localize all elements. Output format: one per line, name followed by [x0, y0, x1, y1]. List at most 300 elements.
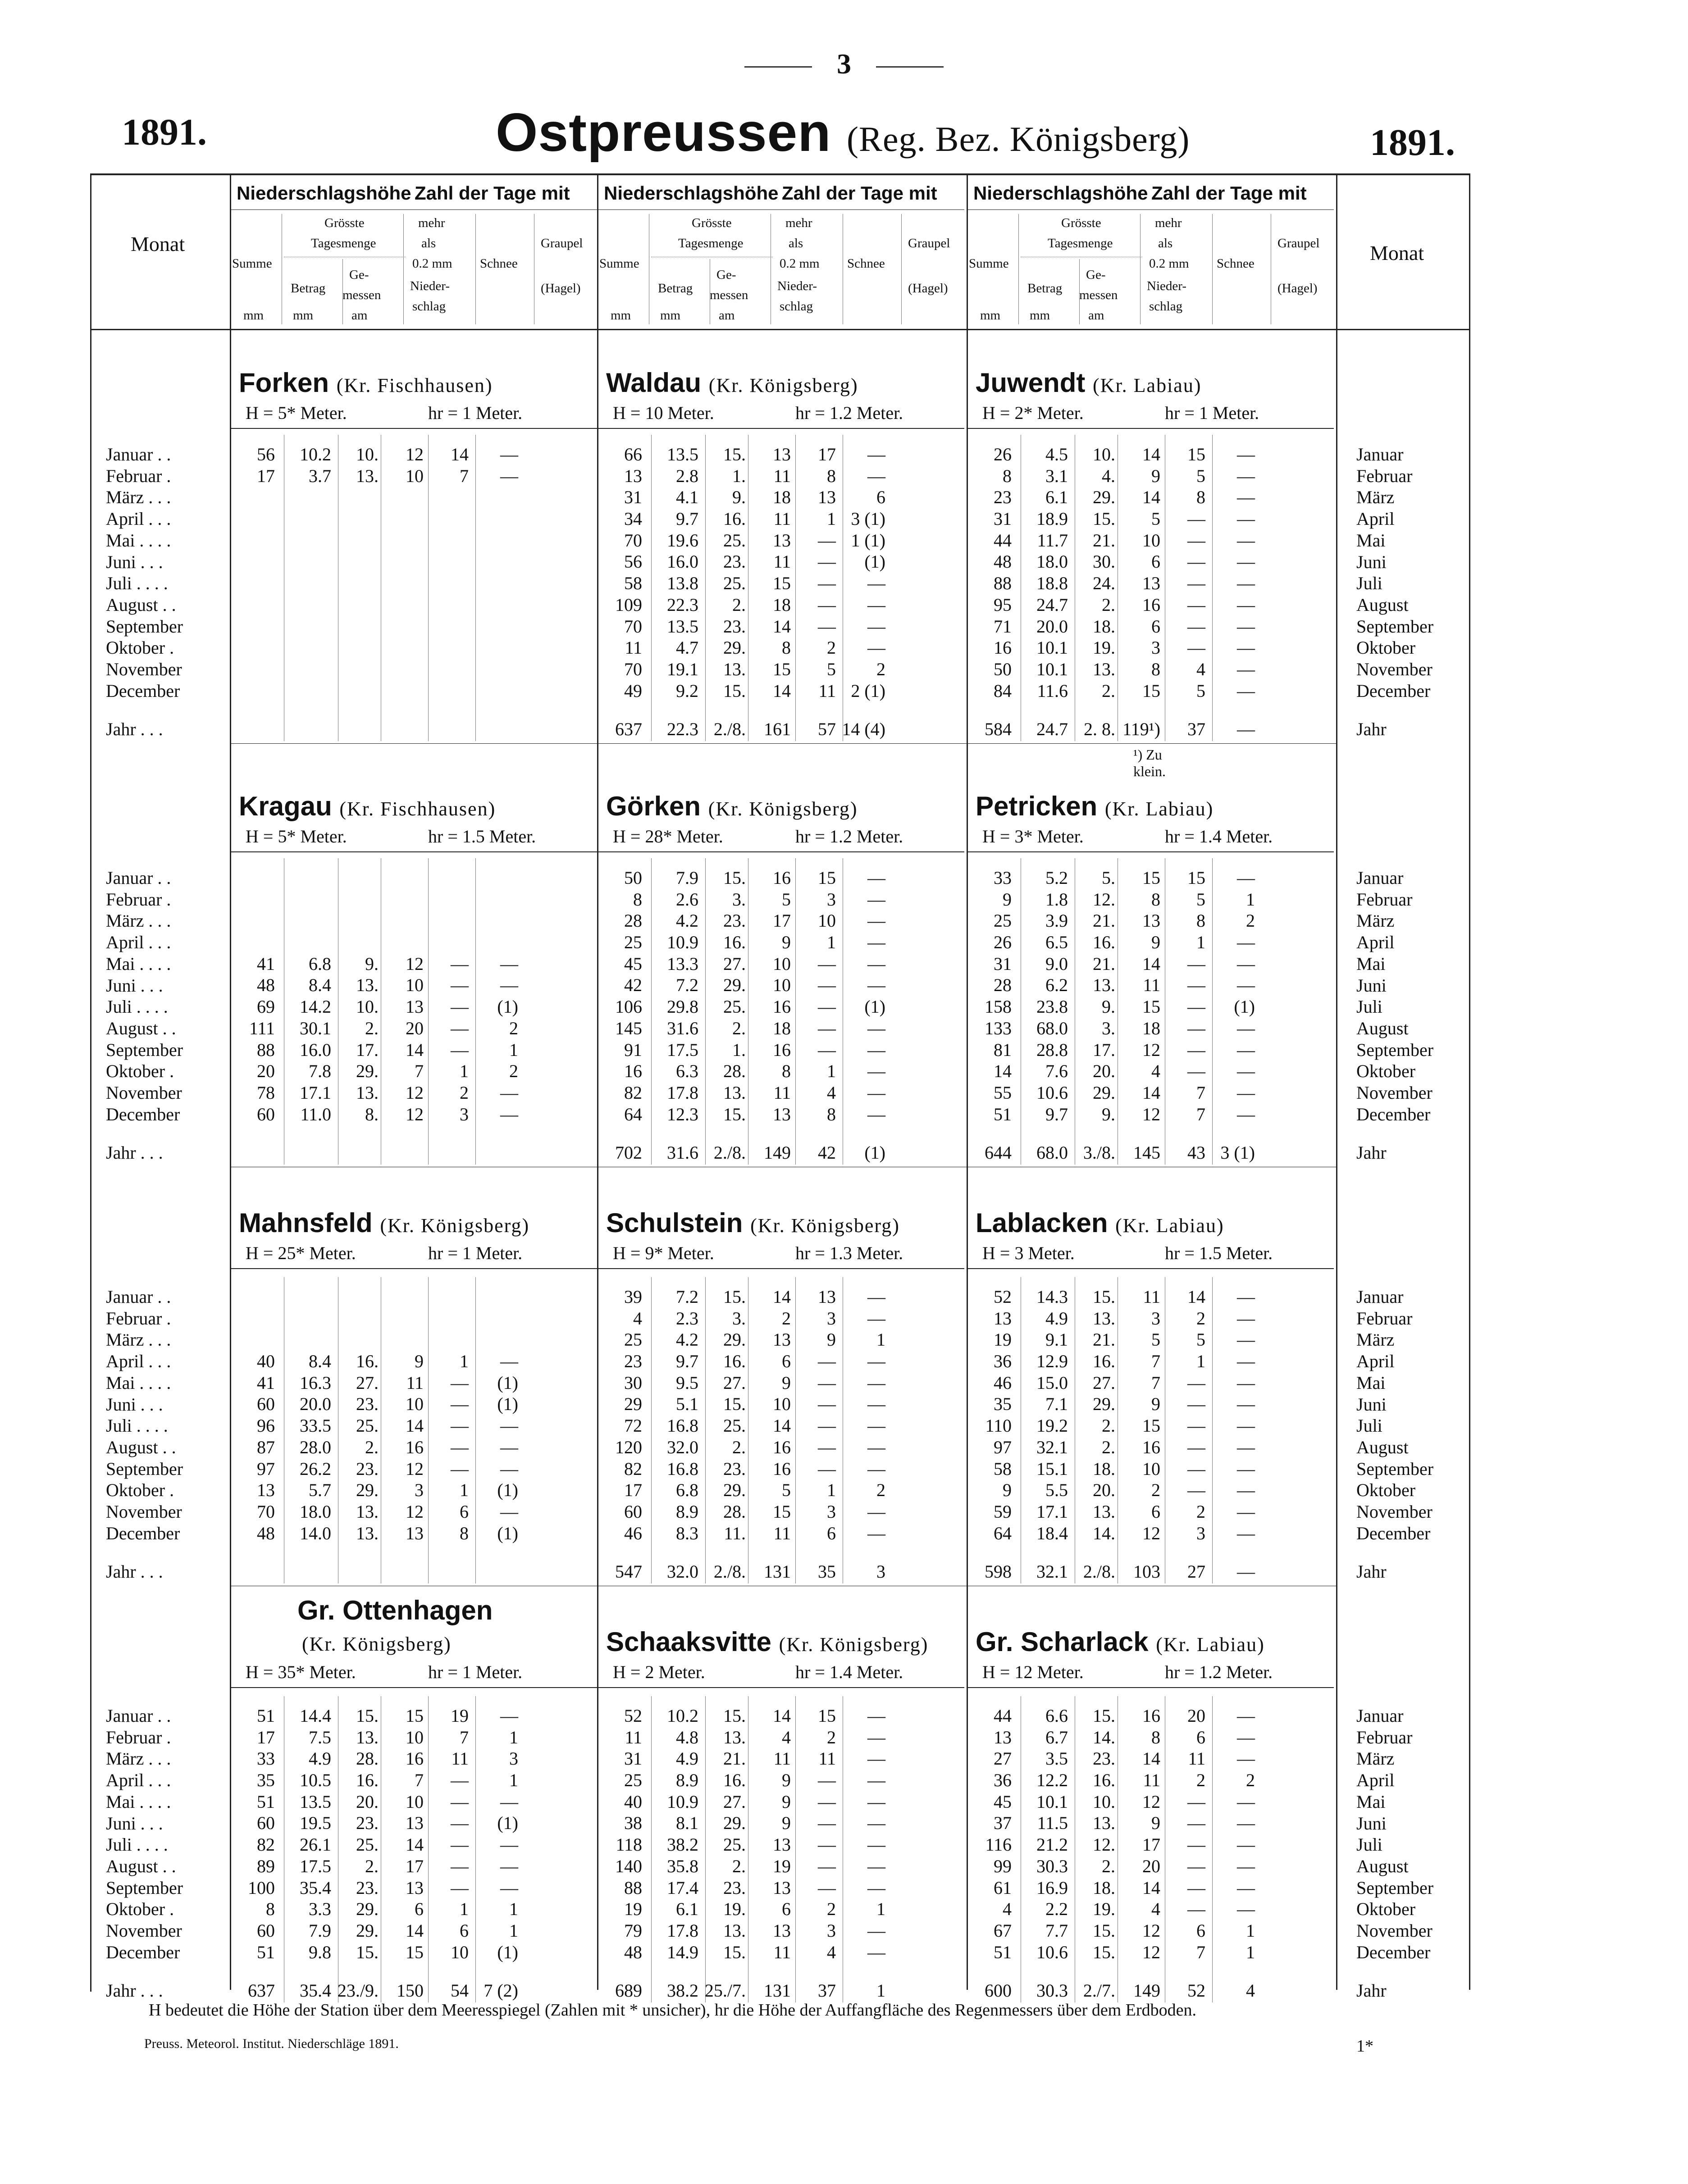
month-label: Juni . . .	[106, 1394, 163, 1415]
month-label: April . . .	[106, 1770, 171, 1791]
table-cell: 88	[624, 1877, 642, 1898]
table-row	[230, 1308, 597, 1329]
table-cell: —	[500, 953, 518, 974]
table-cell: 1.	[732, 465, 746, 486]
table-cell: —	[818, 1394, 836, 1415]
table-cell: —	[1187, 1877, 1205, 1898]
table-cell: 28.0	[300, 1437, 331, 1457]
station-rule	[967, 1268, 1334, 1269]
table-cell: 41	[257, 953, 275, 974]
table-cell: 3.	[732, 889, 746, 910]
table-row	[597, 996, 964, 1018]
table-row	[597, 1812, 964, 1834]
table-cell: 6	[1196, 1920, 1205, 1941]
jahr-cell: 2. 8.	[1084, 719, 1115, 739]
mm-label-summe: mm	[243, 308, 264, 323]
month-label: März . . .	[106, 487, 171, 508]
month-label: Juli . . . .	[106, 573, 168, 594]
table-cell: 44	[994, 530, 1012, 551]
table-row	[967, 1479, 1334, 1501]
jahr-cell: 3 (1)	[1220, 1142, 1255, 1163]
table-cell: 13	[773, 1920, 791, 1941]
table-cell: —	[451, 996, 469, 1017]
table-cell: 4.7	[676, 637, 698, 658]
table-cell: —	[451, 953, 469, 974]
table-row	[597, 1856, 964, 1877]
table-cell: —	[1237, 1437, 1255, 1457]
table-cell: —	[818, 1458, 836, 1479]
table-cell: 12	[1142, 1920, 1160, 1941]
table-cell: —	[818, 975, 836, 996]
table-cell: 8.9	[676, 1501, 698, 1522]
month-label: August	[1356, 1018, 1409, 1038]
table-cell: 9	[782, 1372, 791, 1393]
gemessen-label-1: Ge-	[716, 268, 736, 282]
table-cell: 10	[773, 953, 791, 974]
table-cell: 9	[1151, 465, 1160, 486]
table-cell: 13	[773, 1834, 791, 1855]
table-cell: 7.2	[676, 1287, 698, 1307]
table-cell: 14	[451, 444, 469, 464]
table-cell: 8	[782, 1061, 791, 1082]
jahr-cell: 32.1	[1036, 1561, 1068, 1582]
footer-source: Preuss. Meteorol. Institut. Niederschläge 1891.	[144, 2036, 399, 2051]
table-cell: 25	[624, 1329, 642, 1350]
table-cell: 19.	[723, 1899, 746, 1920]
table-cell: 1	[876, 1329, 885, 1350]
table-cell: —	[818, 1415, 836, 1436]
hagel-label: (Hagel)	[1277, 281, 1318, 296]
table-cell: 118	[616, 1834, 642, 1855]
station-data-table	[967, 1286, 1334, 1544]
table-cell: 38.2	[667, 1834, 698, 1855]
table-cell: —	[818, 1018, 836, 1038]
als-label: als	[789, 236, 803, 250]
hagel-label: (Hagel)	[541, 281, 581, 296]
station-kreis: (Kr. Königsberg)	[750, 1215, 900, 1237]
table-cell: 4	[1151, 1899, 1160, 1920]
table-cell: 23.	[723, 910, 746, 931]
month-label: December	[1356, 1523, 1431, 1543]
table-cell: 3.	[732, 1308, 746, 1329]
table-cell: 6.1	[1045, 487, 1068, 508]
page-subtitle: (Reg. Bez. Königsberg)	[846, 119, 1190, 159]
station-name	[297, 1595, 493, 1657]
station-rule	[597, 1687, 964, 1688]
table-cell: 16	[406, 1437, 424, 1457]
table-cell: 1	[1246, 1942, 1255, 1962]
table-cell: —	[451, 1458, 469, 1479]
month-label: April	[1356, 1770, 1395, 1791]
mm-label-betrag: mm	[660, 308, 681, 323]
table-row	[597, 1018, 964, 1039]
table-cell: 15	[773, 573, 791, 594]
tagesmenge-label: Tagesmenge	[311, 236, 376, 250]
year-right: 1891.	[1370, 122, 1455, 164]
table-cell: 7.6	[1045, 1061, 1068, 1082]
table-row	[597, 659, 964, 680]
table-row	[967, 1898, 1334, 1920]
page-number: 3	[0, 47, 1688, 81]
table-row	[230, 1523, 597, 1544]
table-cell: 12	[1142, 1791, 1160, 1812]
table-cell: 16.	[356, 1351, 379, 1372]
table-cell: 17.8	[667, 1082, 698, 1103]
table-row	[967, 1856, 1334, 1877]
table-cell: —	[1237, 1082, 1255, 1103]
table-cell: 10.2	[667, 1706, 698, 1726]
table-cell: 9	[1151, 932, 1160, 953]
table-row	[967, 1942, 1334, 1963]
table-cell: 2.3	[676, 1308, 698, 1329]
table-cell: —	[500, 1834, 518, 1855]
table-cell: 16.	[356, 1770, 379, 1791]
month-label: Juli	[1356, 573, 1382, 594]
jahr-label-left: Jahr . . .	[106, 1980, 163, 2001]
table-row	[597, 1479, 964, 1501]
table-cell: 5	[1151, 1329, 1160, 1350]
station-name-text: Kragau	[239, 791, 332, 821]
table-cell: 28	[624, 910, 642, 931]
station-name	[239, 367, 493, 398]
gemessen-label-1: Ge-	[349, 268, 369, 282]
table-cell: 60	[257, 1394, 275, 1415]
table-cell: —	[818, 1856, 836, 1876]
table-row	[597, 1372, 964, 1394]
table-cell: 19	[624, 1899, 642, 1920]
table-cell: 10.9	[667, 932, 698, 953]
table-cell: 5	[782, 889, 791, 910]
table-cell: 6.6	[1045, 1706, 1068, 1726]
jahr-cell: 161	[764, 719, 791, 739]
table-row	[230, 1898, 597, 1920]
table-cell: 9	[782, 1770, 791, 1791]
table-cell: 51	[257, 1791, 275, 1812]
column-header-group-2	[597, 178, 964, 327]
header-col-divider	[1079, 259, 1080, 324]
table-cell: 3	[460, 1104, 469, 1124]
table-cell: 10	[406, 1727, 424, 1747]
table-cell: 15.	[1093, 1287, 1115, 1307]
nieder-label: Nieder-	[1147, 279, 1186, 293]
table-cell: 48	[994, 551, 1012, 572]
table-row	[597, 508, 964, 530]
table-row	[597, 1329, 964, 1351]
groesste-label: Grösste	[1061, 216, 1101, 230]
table-cell: 15	[818, 868, 836, 888]
table-cell: —	[867, 444, 885, 464]
schlag-label: schlag	[412, 299, 446, 314]
station-height: H = 5* Meter.	[246, 826, 347, 846]
table-cell: 8	[1196, 910, 1205, 931]
table-row	[230, 465, 597, 487]
table-cell: 10.	[356, 444, 379, 464]
table-cell: 14	[406, 1415, 424, 1436]
mm02-label: 0.2 mm	[412, 256, 452, 271]
month-label: Februar .	[106, 465, 171, 486]
header-col-divider	[901, 214, 902, 324]
table-cell: —	[1237, 1018, 1255, 1038]
table-cell: 3	[827, 1501, 836, 1522]
table-cell: 31	[624, 1748, 642, 1769]
table-cell: —	[1237, 1899, 1255, 1920]
station-kreis: (Kr. Labiau)	[1156, 1633, 1265, 1656]
table-row	[597, 1458, 964, 1480]
table-cell: 15	[1142, 680, 1160, 701]
table-cell: 23.	[723, 1458, 746, 1479]
table-row	[597, 1942, 964, 1963]
table-cell: 5	[1196, 680, 1205, 701]
tagesmenge-label: Tagesmenge	[678, 236, 744, 250]
graupel-label: Graupel	[908, 236, 950, 250]
table-cell: (1)	[497, 1942, 518, 1962]
table-cell: —	[867, 1501, 885, 1522]
jahr-cell: 131	[764, 1561, 791, 1582]
table-cell: —	[1237, 1501, 1255, 1522]
header-col-divider	[342, 259, 343, 324]
table-row	[967, 1039, 1334, 1061]
table-cell: 12	[406, 1082, 424, 1103]
table-cell: 145	[615, 1018, 642, 1038]
jahr-cell: —	[1237, 719, 1255, 739]
table-cell: 67	[994, 1920, 1012, 1941]
table-cell: —	[867, 975, 885, 996]
table-cell: 4.1	[676, 487, 698, 508]
table-cell: 16.	[1093, 1351, 1115, 1372]
table-cell: 13.8	[667, 573, 698, 594]
table-cell: 4.2	[676, 1329, 698, 1350]
table-cell: 11	[773, 465, 791, 486]
table-cell: 35	[994, 1394, 1012, 1415]
table-cell: 15.	[1093, 509, 1115, 529]
table-cell: 4.9	[1045, 1308, 1068, 1329]
table-cell: 10.	[1093, 1791, 1115, 1812]
monat-header-left: Monat	[131, 232, 185, 255]
table-cell: 2.	[1102, 680, 1115, 701]
table-row	[230, 1920, 597, 1942]
table-cell: —	[1237, 1727, 1255, 1747]
table-row	[230, 487, 597, 508]
table-cell: 15.	[723, 680, 746, 701]
table-cell: 13.	[1093, 1813, 1115, 1834]
station-name-text: Lablacken	[976, 1208, 1108, 1238]
table-cell: 29.	[356, 1899, 379, 1920]
table-cell: 7	[415, 1061, 424, 1082]
table-cell: 11	[406, 1372, 424, 1393]
table-row	[597, 465, 964, 487]
month-label: Februar .	[106, 1308, 171, 1329]
table-cell: 2.	[732, 594, 746, 615]
table-cell: 2.	[732, 1437, 746, 1457]
table-row	[230, 1104, 597, 1125]
table-cell: 39	[624, 1287, 642, 1307]
month-label: November	[1356, 1083, 1433, 1103]
table-cell: 13	[624, 465, 642, 486]
table-cell: 4.8	[676, 1727, 698, 1747]
header-col-divider	[1140, 214, 1141, 324]
station-height: H = 12 Meter.	[982, 1662, 1084, 1682]
header-col-divider	[475, 214, 476, 324]
am-label: am	[719, 308, 735, 323]
jahr-cell: —	[1237, 1561, 1255, 1582]
station-name-text: Görken	[606, 791, 701, 821]
table-cell: —	[1237, 1523, 1255, 1543]
table-cell: 6	[415, 1899, 424, 1920]
table-cell: 13.	[1093, 1308, 1115, 1329]
table-cell: —	[867, 1770, 885, 1791]
table-cell: 8	[827, 1104, 836, 1124]
jahr-cell: 3./8.	[1083, 1142, 1115, 1163]
table-row	[597, 1039, 964, 1061]
table-row	[597, 1308, 964, 1329]
jahr-cell: 150	[397, 1980, 424, 2001]
table-cell: 6	[1151, 1501, 1160, 1522]
table-cell: 10.5	[300, 1770, 331, 1791]
table-cell: 95	[994, 594, 1012, 615]
table-cell: 29.	[1093, 1082, 1115, 1103]
month-label: April . . .	[106, 932, 171, 953]
table-row	[967, 953, 1334, 975]
table-cell: 6.3	[676, 1061, 698, 1082]
jahr-cell: 4	[1246, 1980, 1255, 2001]
table-cell: 29.8	[667, 996, 698, 1017]
table-row	[230, 659, 597, 680]
table-cell: 6	[460, 1501, 469, 1522]
table-cell: —	[500, 1877, 518, 1898]
table-cell: 15.	[723, 1394, 746, 1415]
table-cell: —	[1237, 1856, 1255, 1876]
month-label: Oktober	[1356, 637, 1416, 658]
table-row	[230, 1942, 597, 1963]
station-data-table	[597, 1286, 964, 1544]
table-cell: 6.7	[1045, 1727, 1068, 1747]
jahr-cell: 25./7.	[704, 1980, 746, 2001]
station-height: H = 25* Meter.	[246, 1243, 356, 1263]
table-row	[967, 1791, 1334, 1813]
table-cell: 9.1	[1045, 1329, 1068, 1350]
table-cell: 13	[773, 444, 791, 464]
betrag-label: Betrag	[291, 281, 326, 296]
jahr-row	[597, 1561, 964, 1583]
month-label: Januar . .	[106, 1706, 171, 1726]
table-cell: 21.	[1093, 910, 1115, 931]
table-cell: 11	[1143, 1770, 1160, 1791]
table-cell: 16.0	[667, 551, 698, 572]
month-label: April . . .	[106, 509, 171, 529]
table-cell: 18	[773, 594, 791, 615]
table-cell: 10	[406, 465, 424, 486]
table-cell: —	[867, 1791, 885, 1812]
table-cell: 23.	[723, 551, 746, 572]
table-cell: 3.7	[309, 465, 331, 486]
jahr-cell: 2./8.	[713, 1142, 746, 1163]
jahr-cell: 702	[615, 1142, 642, 1163]
table-cell: 1	[876, 1899, 885, 1920]
table-cell: 15.0	[1036, 1372, 1068, 1393]
table-cell: 16.	[723, 1351, 746, 1372]
station-name	[976, 1626, 1265, 1657]
table-cell: —	[818, 953, 836, 974]
station-name	[606, 1207, 900, 1238]
table-cell: —	[1187, 953, 1205, 974]
table-cell: 13	[406, 1813, 424, 1834]
table-row	[230, 637, 597, 659]
table-cell: 16	[773, 1458, 791, 1479]
table-cell: 20.0	[300, 1394, 331, 1415]
table-cell: 2	[782, 1308, 791, 1329]
table-cell: 20.	[356, 1791, 379, 1812]
table-cell: 10.	[1093, 444, 1115, 464]
table-cell: 81	[994, 1039, 1012, 1060]
table-cell: 25.	[723, 530, 746, 551]
table-cell: 6	[1151, 616, 1160, 637]
station-data-table	[967, 444, 1334, 701]
table-cell: 1	[1196, 932, 1205, 953]
table-cell: 20	[1187, 1706, 1205, 1726]
table-cell: 46	[994, 1372, 1012, 1393]
table-cell: 12.3	[667, 1104, 698, 1124]
table-cell: 29.	[723, 637, 746, 658]
table-cell: —	[867, 1523, 885, 1543]
station-data-table	[597, 1705, 964, 1963]
table-cell: 1	[1246, 889, 1255, 910]
table-cell: 29.	[723, 1813, 746, 1834]
table-cell: 13.	[1093, 1501, 1115, 1522]
table-cell: 6	[460, 1920, 469, 1941]
station-height: H = 3 Meter.	[982, 1243, 1075, 1263]
table-cell: 20.	[1093, 1480, 1115, 1501]
table-cell: —	[867, 1834, 885, 1855]
summe-label: Summe	[599, 256, 639, 271]
table-cell: 10.1	[1036, 637, 1068, 658]
table-cell: —	[1237, 1351, 1255, 1372]
table-cell: 10	[406, 1394, 424, 1415]
table-cell: 25.	[356, 1834, 379, 1855]
month-label: April	[1356, 1351, 1395, 1372]
table-cell: 9	[415, 1351, 424, 1372]
table-cell: 13	[257, 1480, 275, 1501]
table-cell: 16	[773, 868, 791, 888]
schnee-label: Schnee	[480, 256, 518, 271]
mehr-label: mehr	[1155, 216, 1182, 230]
table-cell: 16	[773, 996, 791, 1017]
table-cell: —	[818, 616, 836, 637]
table-cell: 3	[1151, 1308, 1160, 1329]
table-cell: —	[500, 1791, 518, 1812]
table-cell: 8	[266, 1899, 275, 1920]
station-name-text: Waldau	[606, 368, 702, 398]
jahr-cell: 119¹)	[1122, 719, 1160, 739]
station-kreis: (Kr. Fischhausen)	[336, 374, 493, 396]
am-label: am	[351, 308, 368, 323]
table-cell: 8	[827, 465, 836, 486]
station-name	[606, 1626, 928, 1657]
month-label: Oktober .	[106, 1061, 174, 1082]
month-label: Januar	[1356, 868, 1404, 888]
table-cell: 13.5	[667, 616, 698, 637]
jahr-cell: 103	[1133, 1561, 1160, 1582]
table-cell: 10	[773, 975, 791, 996]
table-cell: 12	[1142, 1523, 1160, 1543]
table-cell: 36	[994, 1351, 1012, 1372]
jahr-cell: 644	[985, 1142, 1012, 1163]
table-cell: 11	[1188, 1748, 1205, 1769]
table-cell: —	[451, 1770, 469, 1791]
table-cell: —	[1237, 1061, 1255, 1082]
table-cell: —	[1237, 659, 1255, 679]
table-row	[967, 1812, 1334, 1834]
month-label: Oktober .	[106, 1480, 174, 1501]
